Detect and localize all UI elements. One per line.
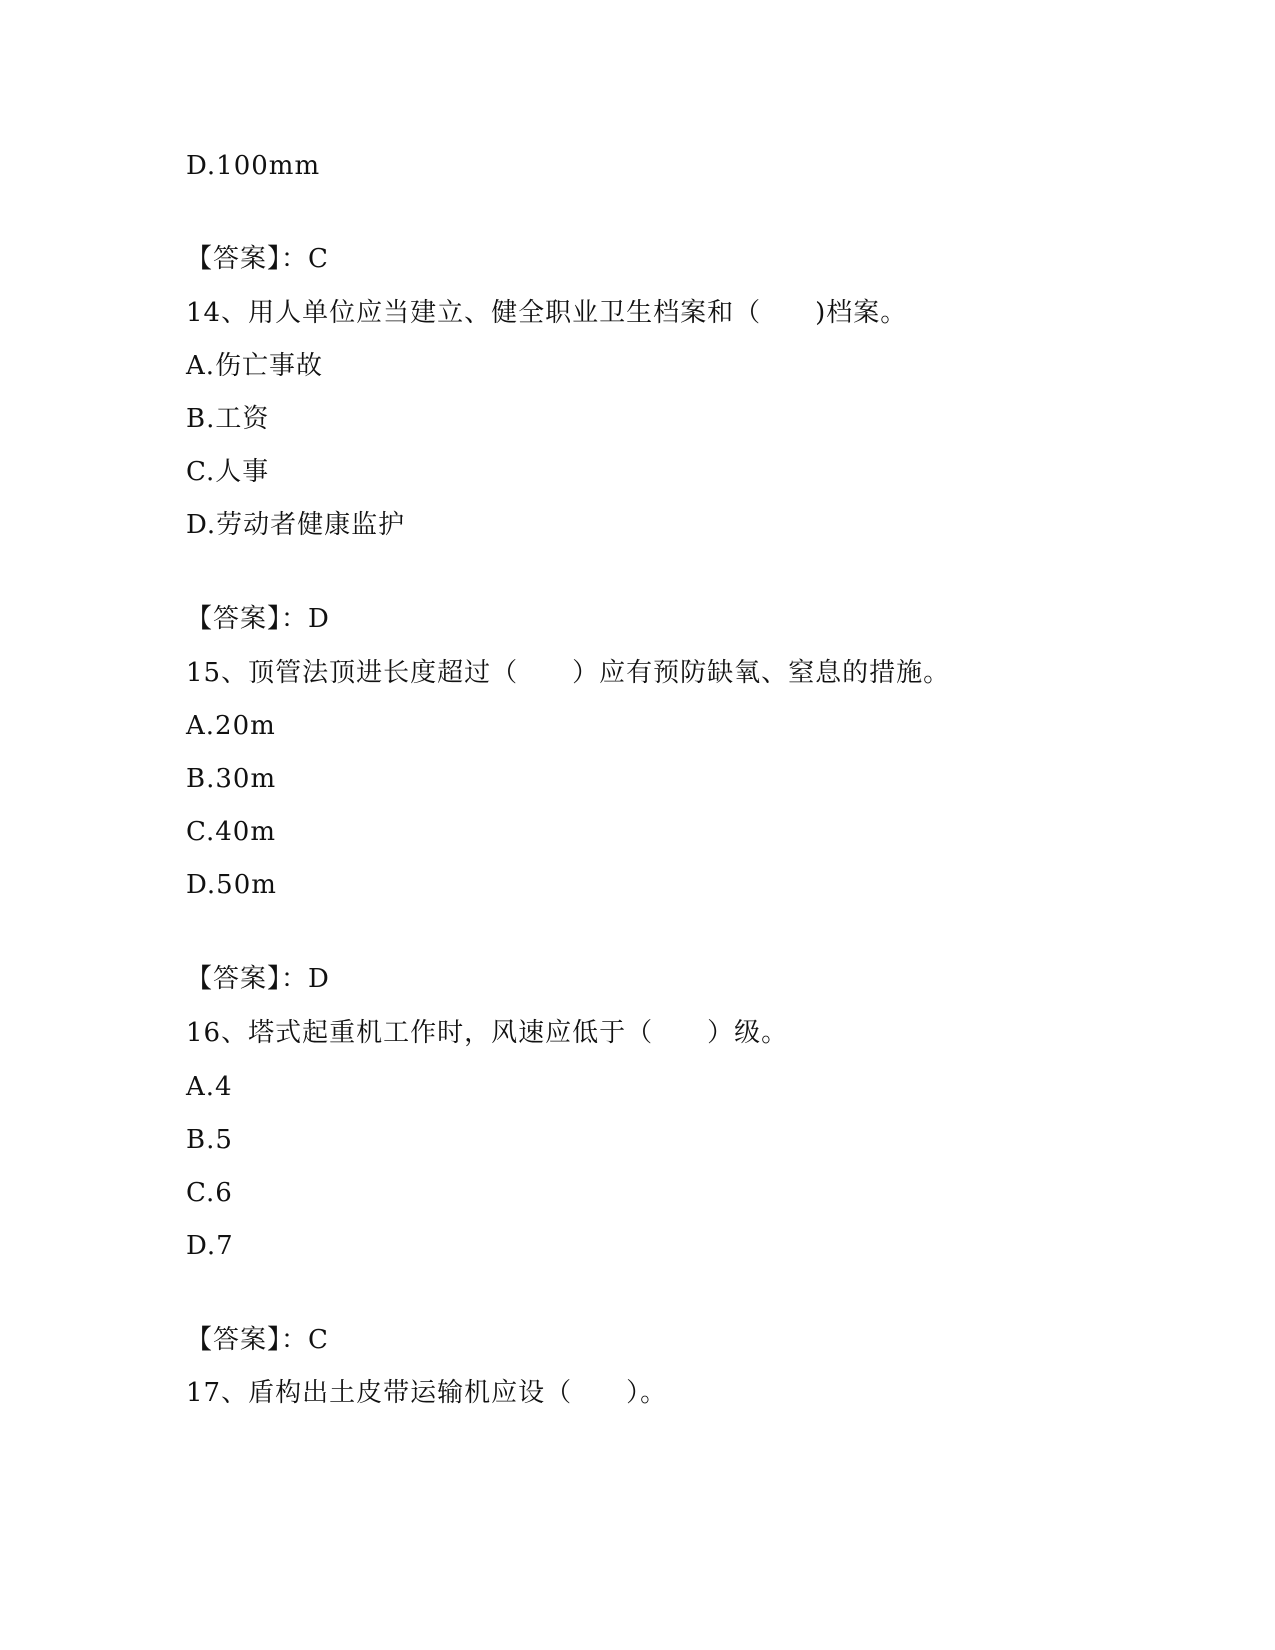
- q14-option-d: D.劳动者健康监护: [186, 510, 406, 540]
- answer-16: 【答案】：C: [186, 1325, 329, 1355]
- question-17: 17、盾构出土皮带运输机应设（ ）。: [186, 1378, 668, 1408]
- q16-option-a: A.4: [186, 1072, 233, 1102]
- q14-option-b: B.工资: [186, 404, 270, 434]
- q16-option-b: B.5: [186, 1125, 233, 1155]
- option-d-prev: D.100mm: [186, 151, 321, 181]
- question-16: 16、塔式起重机工作时，风速应低于（ ）级。: [186, 1018, 789, 1048]
- q15-option-a: A.20m: [186, 711, 276, 741]
- q14-option-a: A.伤亡事故: [186, 351, 324, 381]
- question-15: 15、顶管法顶进长度超过（ ）应有预防缺氧、窒息的措施。: [186, 658, 951, 688]
- answer-13: 【答案】：C: [186, 244, 329, 274]
- answer-15: 【答案】：D: [186, 964, 330, 994]
- q15-option-c: C.40m: [186, 817, 276, 847]
- answer-14: 【答案】：D: [186, 604, 330, 634]
- q16-option-d: D.7: [186, 1231, 234, 1261]
- question-14: 14、用人单位应当建立、健全职业卫生档案和（ )档案。: [186, 298, 908, 328]
- q14-option-c: C.人事: [186, 457, 270, 487]
- q16-option-c: C.6: [186, 1178, 233, 1208]
- q15-option-d: D.50m: [186, 870, 277, 900]
- q15-option-b: B.30m: [186, 764, 277, 794]
